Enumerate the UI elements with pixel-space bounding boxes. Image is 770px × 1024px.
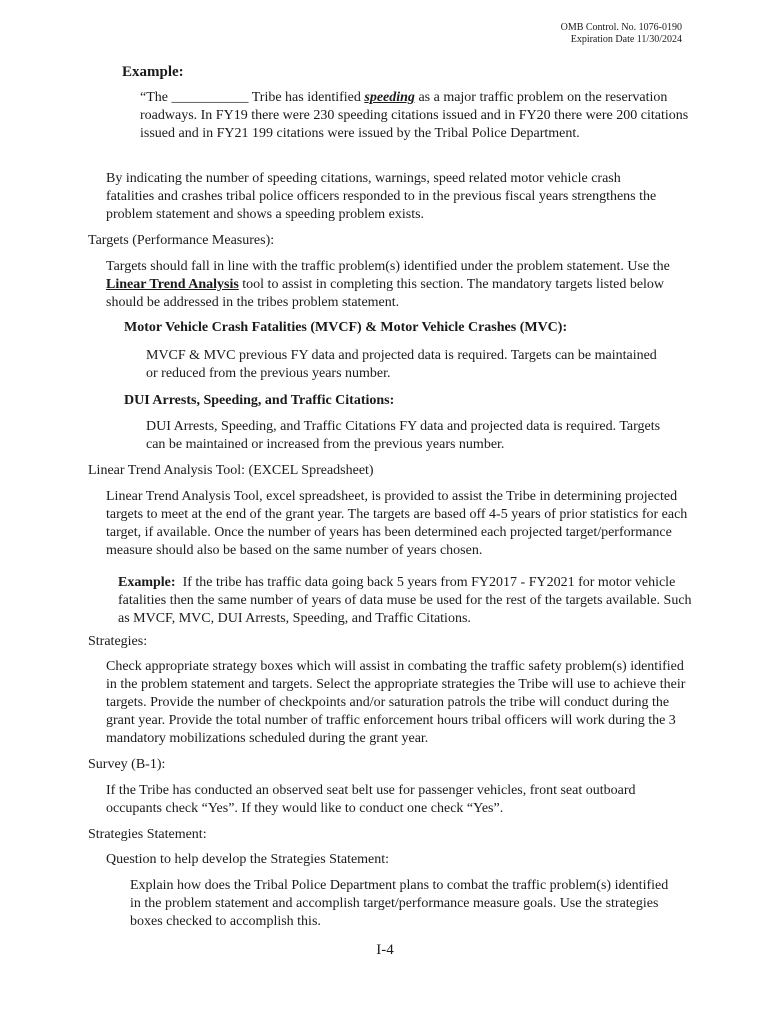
- targets-heading: Targets (Performance Measures):: [88, 233, 275, 248]
- example-explanation: By indicating the number of speeding citations, warnings, speed related motor vehicle crash fatalities and crashes tribal police officers responded to in the previous fiscal years strengthens the problem statement and shows a speeding problem exists.: [106, 171, 657, 222]
- quote-keyword: speeding: [364, 90, 415, 105]
- strategies-statement-question: Question to help develop the Strategies Statement:: [106, 852, 390, 867]
- expiration-date: Expiration Date 11/30/2024: [570, 34, 682, 45]
- linear-trend-analysis-link[interactable]: Linear Trend Analysis: [106, 277, 239, 292]
- linear-tool-example-text: If the tribe has traffic data going back 5 years from FY2017 - FY2021 for motor vehicle fatalities then the same number of years of data muse be used for the rest of the targets available. Such as MVCF, MVC, DUI Arrests, Speeding, and Traffic Citations.: [118, 575, 692, 626]
- page-number: I-4: [376, 942, 394, 958]
- example-label: Example:: [122, 64, 184, 80]
- targets-text: [106, 258, 690, 312]
- mvcf-heading: Motor Vehicle Crash Fatalities (MVCF) & Motor Vehicle Crashes (MVC):: [124, 320, 568, 335]
- quote-text-end: as a major traffic problem on the reservation roadways. In FY19 there were 230 speeding citations issued and in FY20 there were 200 citations issued and in FY21 199 citations were issued by the Tribal Police Department.: [140, 90, 689, 141]
- mvcf-text: MVCF & MVC previous FY data and projected data is required. Targets can be maintained or reduced from the previous years number.: [146, 348, 657, 381]
- quote-text-start: “The ___________ Tribe has identified: [140, 90, 365, 105]
- survey-text: If the Tribe has conducted an observed seat belt use for passenger vehicles, front seat outboard occupants check “Yes”. If they would like to conduct one check “Yes”.: [106, 783, 636, 816]
- targets-text-start: Targets should fall in line with the traffic problem(s) identified under the problem statement. Use the: [106, 259, 670, 274]
- linear-tool-heading: Linear Trend Analysis Tool: (EXCEL Spreadsheet): [88, 463, 374, 478]
- survey-heading: Survey (B-1):: [88, 757, 166, 772]
- strategies-statement-heading: Strategies Statement:: [88, 827, 207, 842]
- strategies-statement-text: Explain how does the Tribal Police Department plans to combat the traffic problem(s) identified in the problem statement and accomplish target/performance measure goals. Use the strategies boxes checked to accomplish this.: [130, 878, 669, 929]
- linear-tool-text: Linear Trend Analysis Tool, excel spreadsheet, is provided to assist the Tribe in determining projected targets to meet at the end of the grant year. The targets are based off 4-5 years of prior statistics for each target, if available. Once the number of years has been determined each projected target/performance measure should also be based on the same number of years chosen.: [106, 489, 688, 558]
- dui-text: DUI Arrests, Speeding, and Traffic Citations FY data and projected data is required. Targets can be maintained or increased from the previous years number.: [146, 419, 661, 452]
- linear-tool-example: [118, 574, 694, 628]
- strategies-text: Check appropriate strategy boxes which will assist in combating the traffic safety problem(s) identified in the problem statement and targets. Select the appropriate strategies the Tribe will use to achieve their targets. Provide the number of checkpoints and/or saturation patrols the tribe will conduct during the grant year. Provide the total number of traffic enforcement hours tribal officers will work during the 3 mandatory mobilizations scheduled during the grant year.: [106, 659, 686, 746]
- example-quote: [140, 89, 696, 143]
- omb-control-number: OMB Control. No. 1076-0190: [560, 22, 682, 33]
- dui-heading: DUI Arrests, Speeding, and Traffic Citations:: [124, 393, 395, 408]
- strategies-heading: Strategies:: [88, 634, 148, 649]
- linear-tool-example-label: Example:: [118, 575, 176, 590]
- omb-header: [561, 22, 682, 46]
- targets-text-end: tool to assist in completing this section. The mandatory targets listed below should be addressed in the tribes problem statement.: [106, 277, 665, 310]
